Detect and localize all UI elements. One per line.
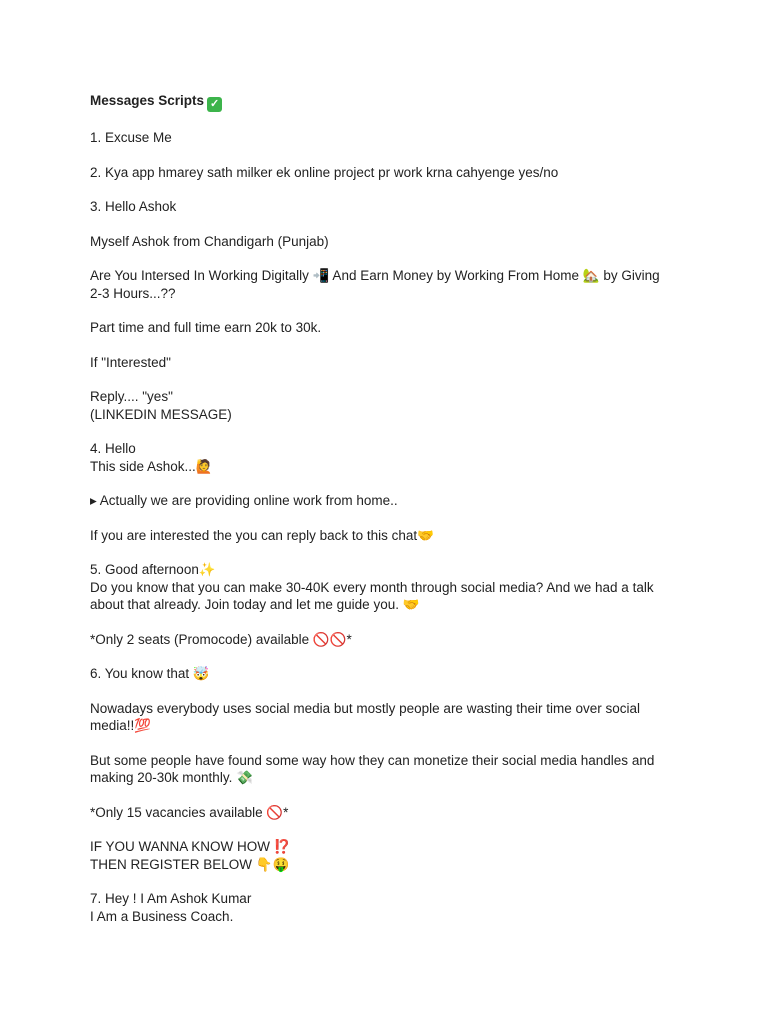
script-line: I Am a Business Coach. bbox=[90, 908, 234, 924]
script-line: (LINKEDIN MESSAGE) bbox=[90, 406, 232, 422]
script-line: making 20-30k monthly. 💸 bbox=[90, 770, 253, 785]
script-line: 5. Good afternoon✨ bbox=[90, 562, 216, 577]
script-line: media!!💯 bbox=[90, 718, 152, 733]
script-paragraph bbox=[90, 665, 690, 683]
script-paragraph bbox=[90, 164, 690, 182]
script-line: 2-3 Hours...?? bbox=[90, 285, 176, 301]
message-scripts-body bbox=[90, 129, 690, 925]
script-paragraph bbox=[90, 233, 690, 251]
script-line: If "Interested" bbox=[90, 354, 171, 370]
script-line: Are You Intersed In Working Digitally 📲 And Earn Money by Working From Home 🏡 by Giving bbox=[90, 268, 660, 283]
script-line: THEN REGISTER BELOW 👇🤑 bbox=[90, 856, 290, 872]
script-paragraph bbox=[90, 440, 690, 475]
script-line: ▸ Actually we are providing online work from home.. bbox=[90, 493, 398, 508]
script-line: Reply.... "yes" bbox=[90, 389, 173, 404]
script-line: *Only 15 vacancies available 🚫* bbox=[90, 804, 289, 820]
script-line: Part time and full time earn 20k to 30k. bbox=[90, 320, 322, 335]
script-paragraph bbox=[90, 527, 690, 545]
script-paragraph bbox=[90, 319, 690, 337]
script-paragraph bbox=[90, 388, 690, 423]
check-mark-icon: ✓ bbox=[207, 97, 222, 112]
script-line: 1. Excuse Me bbox=[90, 130, 172, 145]
script-line: This side Ashok...🙋 bbox=[90, 458, 213, 474]
script-line: IF YOU WANNA KNOW HOW ⁉️ bbox=[90, 839, 291, 854]
script-line: 4. Hello bbox=[90, 441, 136, 456]
document-title bbox=[90, 92, 690, 112]
script-paragraph bbox=[90, 198, 690, 216]
document-title-text: Messages Scripts bbox=[90, 93, 205, 108]
script-paragraph bbox=[90, 354, 690, 372]
script-line: 2. Kya app hmarey sath milker ek online project pr work krna cahyenge yes/no bbox=[90, 164, 559, 180]
script-paragraph bbox=[90, 631, 690, 649]
script-line: If you are interested the you can reply back to this chat🤝 bbox=[90, 527, 434, 543]
script-line: 6. You know that 🤯 bbox=[90, 666, 210, 681]
script-line: Do you know that you can make 30-40K every month through social media? And we had a talk bbox=[90, 579, 654, 595]
script-paragraph bbox=[90, 492, 690, 510]
script-paragraph bbox=[90, 804, 690, 822]
script-line: Nowadays everybody uses social media but mostly people are wasting their time over social bbox=[90, 700, 641, 716]
script-line: 7. Hey ! I Am Ashok Kumar bbox=[90, 891, 252, 906]
script-line: *Only 2 seats (Promocode) available 🚫🚫* bbox=[90, 631, 352, 647]
script-line: 3. Hello Ashok bbox=[90, 199, 177, 214]
document-page bbox=[90, 92, 690, 942]
script-paragraph bbox=[90, 838, 690, 873]
script-paragraph bbox=[90, 700, 690, 735]
script-paragraph bbox=[90, 267, 690, 302]
script-line: But some people have found some way how they can monetize their social media handles and bbox=[90, 752, 655, 768]
script-paragraph bbox=[90, 752, 690, 787]
script-paragraph bbox=[90, 561, 690, 614]
script-line: about that already. Join today and let me guide you. 🤝 bbox=[90, 597, 420, 612]
script-line: Myself Ashok from Chandigarh (Punjab) bbox=[90, 233, 329, 249]
script-paragraph bbox=[90, 129, 690, 147]
script-paragraph bbox=[90, 890, 690, 925]
